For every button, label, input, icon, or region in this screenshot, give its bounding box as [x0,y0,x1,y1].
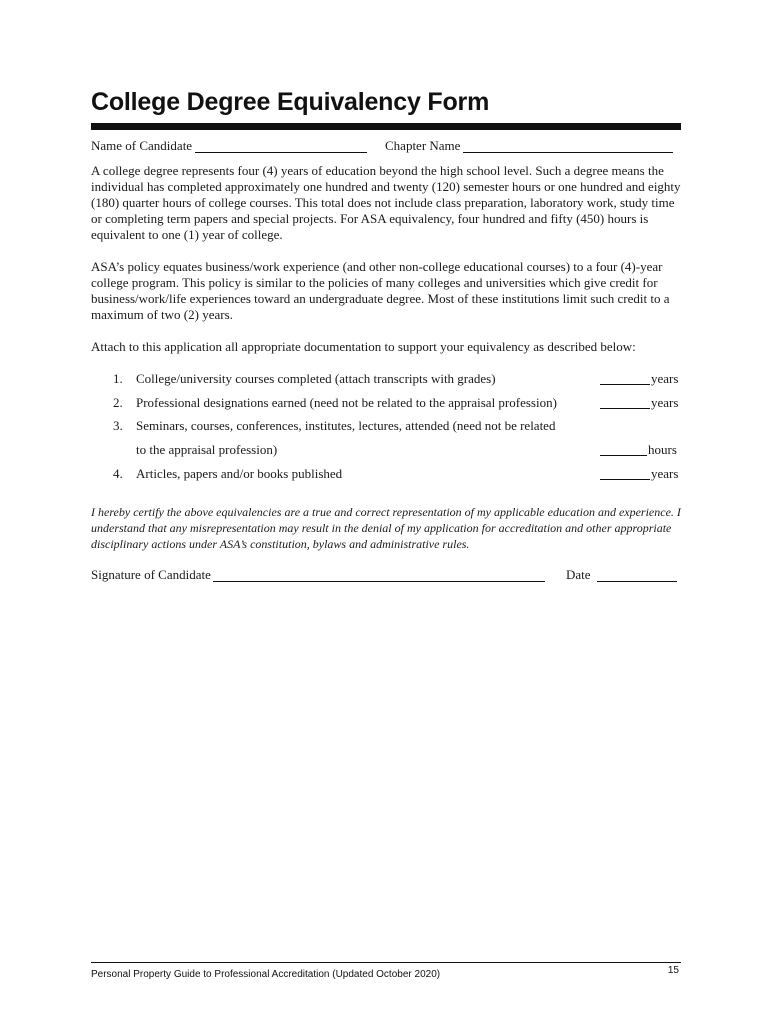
years-field[interactable] [600,479,650,480]
item-unit: hours [648,442,677,457]
list-item [91,371,681,389]
years-field[interactable] [600,408,650,409]
intro-paragraph: A college degree represents four (4) years of education beyond the high school level. Such a degree means the individual has completed approximately one hundred and twenty (120) semester hours or one hundred and eighty (180) quarter hours of college courses. This total does not include class preparation, laboratory work, study time or completing term papers and special projects. For ASA equivalency, four hundred and fifty (450) hours is equivalent to one (1) year of college. [91,163,681,242]
item-text: to the appraisal profession) [136,442,278,457]
years-field[interactable] [600,384,650,385]
item-unit: years [651,395,679,410]
signature-row [91,567,681,585]
item-text: Seminars, courses, conferences, institutes, lectures, attended (need not be related [136,418,556,433]
instructions-paragraph: Attach to this application all appropriate documentation to support your equivalency as described below: [91,339,636,354]
item-text: Articles, papers and/or books published [136,466,343,481]
item-number: 3. [113,418,123,433]
hours-field[interactable] [600,455,647,456]
candidate-info-row [91,138,681,156]
item-text: College/university courses completed (attach transcripts with grades) [136,371,496,386]
item-unit: years [651,466,679,481]
signature-label: Signature of Candidate [91,567,211,582]
form-title: College Degree Equivalency Form [91,88,490,116]
footer-text: Personal Property Guide to Professional Accreditation (Updated October 2020) [91,969,441,980]
date-label: Date [566,567,591,582]
chapter-field[interactable] [463,152,673,153]
list-item [91,466,681,484]
list-item [91,395,681,413]
item-number: 1. [113,371,123,386]
item-number: 2. [113,395,123,410]
list-item-continuation [91,442,681,460]
item-text: Professional designations earned (need not be related to the appraisal profession) [136,395,557,410]
policy-paragraph: ASA’s policy equates business/work experience (and other non-college educational courses) to a four (4)-year college program. This policy is similar to the policies of many colleges and universities which give credit for business/work/life experiences toward an undergraduate degree. Most of these institutions limit such credit to a maximum of two (2) years. [91,259,670,322]
page-number: 15 [667,965,679,976]
name-label: Name of Candidate [91,138,193,153]
footer-rule [91,962,681,963]
certification-statement: I hereby certify the above equivalencies are a true and correct representation of my applicable education and experience. I understand that any misrepresentation may result in the denial of my application for accreditation and other appropriate disciplinary actions under ASA’s constitution, bylaws and administrative rules. [91,505,681,551]
list-item [91,418,681,436]
item-number: 4. [113,466,123,481]
chapter-label: Chapter Name [385,138,461,153]
date-field[interactable] [597,581,677,582]
signature-field[interactable] [213,581,545,582]
item-unit: years [651,371,679,386]
name-field[interactable] [195,152,367,153]
title-rule [91,123,681,130]
